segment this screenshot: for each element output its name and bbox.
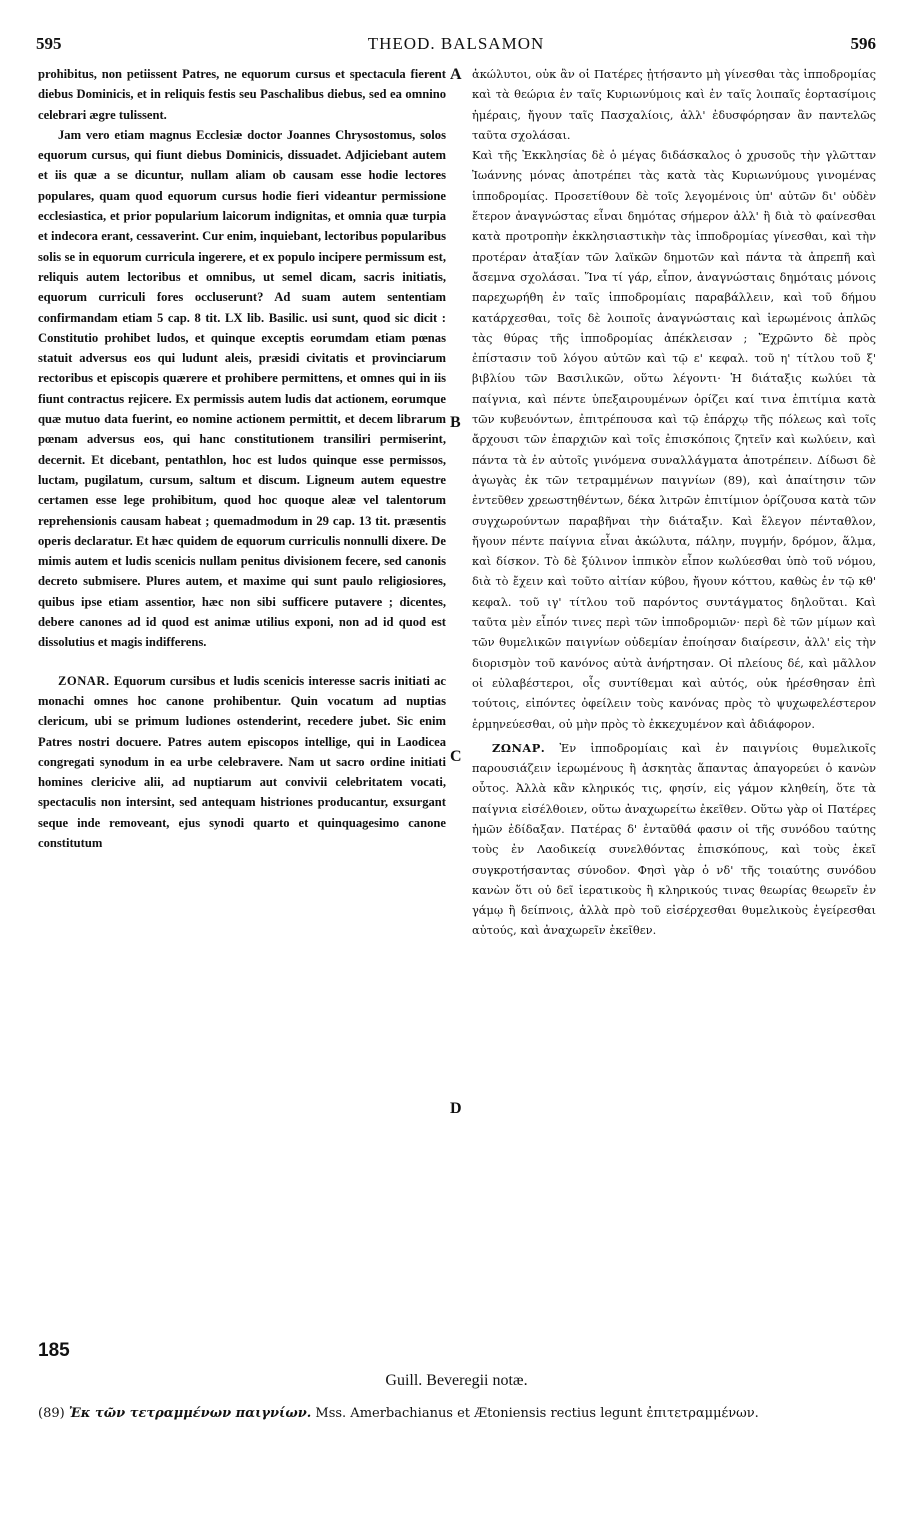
zonaras-text-greek: Ἐν ἱπποδρομίαις καὶ ἐν παιγνίοις θυμελικοῖς παρουσιάζειν ἱερωμένους ἢ ἀσκητὰς ἅπαντας ἀπαγορεύει ὁ κανὼν οὗτος. Ἀλλὰ κἂν κληρικός τις, φησίν, εἰς γάμον κληθείη, ὅτε τὰ παίγνια εἰσέλθοιεν, οὕτω ἀναχωρείτω ἐκεῖθεν. Οὕτω γὰρ οἱ Πατέρες ἡμῶν ἐδίδαξαν. Πατέρας δ' ἐνταῦθά φασιν οἱ τῆς συνόδου ταύτης τοὺς ἐν Λαοδικείᾳ συνελθόντας ἐπισκόπους, καὶ τοὺς ἐκεῖ συγκροτήσαντας σύνοδον. Φησὶ γὰρ ὁ νδ' τῆς τοιαύτης συνόδου κανὼν ὅτι οὐ δεῖ ἱερατικοὺς ἢ κληρικούς τινας θεωρίας θεωρεῖν ἐν γάμῳ ἢ δείπνοις, ἀλλὰ πρὸ τοῦ εἰσέρχεσθαι θυμελικοὺς ἐγείρεσθαι αὐτούς, καὶ ἀναχωρεῖν ἐκεῖθεν. <box>472 740 876 938</box>
marker-c: C <box>450 748 462 765</box>
margin-number: 185 <box>38 1340 70 1361</box>
latin-column <box>38 64 446 1354</box>
latin-paragraph-2: Jam vero etiam magnus Ecclesiæ doctor Joannes Chrysostomus, solos equorum cursus, qui fiunt diebus Dominicis, dissuadet. Adjiciebant autem et iis quæ a se dicuntur, nullam aliam ob causam esse hodie lectores populares, quam quod equorum cursus hodie fieri videantur permissione ecclesiastica, et prior popularium laicorum indignitas, et omnia quæ turpia et indecora erant, cessaverint. Cur enim, inquiebant, lectoribus popularibus solis se in equorum curricula ingerere, et ex populo incipere permissum est, reliquis autem lectoribus et omnibus, ut semel dicam, sacris initiatis, equorum curriculi fores occluserunt? Ad suam autem sententiam confirmandam etiam 5 cap. 8 tit. LX lib. Basilic. usi sunt, quod sic dicit : Constitutio prohibet ludos, et quinque exceptis eorumdam etiam pœnas statuit adversus eos qui ludunt aleis, præsidi civitatis et provinciarum rectoribus et episcopis quærere et prohibere permittens, et omnes qui in iis fiunt contractus rejicere. Ex permissis autem ludis dat actionem, eorumque quæ mutuo data fuerint, eo nomine actionem permittit, et decem librarum pœnam adversus eos, qui hanc constitutionem transiliri permiserint, decernit. Et dicebant, pentathlon, hoc est ludos quinque esse permissos, luctam, pugilatum, cursum, saltum et discum. Ligneum autem equestre certamen esse lege prohibitum, quod hoc quoque aleæ vel talentorum reprehensionis causam habeat ; quemadmodum in 29 cap. 13 tit. præsentis operis declaratur. Et hæc quidem de equorum curriculis nonnulli dixere. De mimis autem et ludis scenicis nullam penitus divisionem fecere, sed canonis decreto submisere. Plures autem, et maxime qui sunt paulo religiosiores, quibus ipse etiam assentior, hæc non sibi sufficere putavere ; dicentes, debere canones ad id quod est animæ utilius exponi, non ad id quod est dissolutius et magis indifferens. <box>38 127 446 650</box>
greek-paragraph-1: ἀκώλυτοι, οὐκ ἂν οἱ Πατέρες ᾐτήσαντο μὴ γίνεσθαι τὰς ἱπποδρομίας καὶ τὰ θεώρια ἐν ταῖς Κυριωνύμοις καὶ ἐν ταῖς λοιπαῖς ἑορτασίμοις ἡμέραις, ἤγουν ταῖς Πασχαλίοις, ἀλλ' ἐδυσφόρησαν ἂν παντελῶς ταῦτα σχολάσαι. <box>472 67 876 142</box>
greek-paragraph-zonaras <box>472 738 876 941</box>
page-header <box>36 34 876 58</box>
marker-a: A <box>450 66 462 83</box>
running-title: THEOD. BALSAMON <box>367 34 545 53</box>
greek-paragraph-2: Καὶ τῆς Ἐκκλησίας δὲ ὁ μέγας διδάσκαλος ὁ χρυσοῦς τὴν γλῶτταν Ἰωάννης μόνας ἀποτρέπει τὰς κατὰ τὰς Κυριωνύμους γινομένας ἱπποδρομίας. Προσετίθουν δὲ τοῖς λεγομένοις ὑπ' αὐτῶν δι' οὐδὲν ἕτερον ἀναγνώστας εἶναι δημότας σήμερον ἀλλ' ἢ διὰ τὸ φαίνεσθαι κατὰ προτροπὴν ἐκκλησιαστικὴν τὰς ἱπποδρομίας γίνεσθαι, καὶ τὴν προτέραν ἀταξίαν τῶν λαϊκῶν δημοτῶν καὶ πάντα τὰ ἀπρεπῆ καὶ ἄσεμνα σχολάσαι. Ἵνα τί γάρ, εἶπον, ἀναγνώσταις δημόταις μόνοις παρεχωρήθη ἐν ταῖς ἱπποδρομίαις παραβάλλειν, καὶ τοῦ δήμου κατάρχεσθαι, τοῖς δὲ λοιποῖς ἀναγνώσταις καὶ ἱερωμένοις ἁπλῶς τὰς θύρας τῆς ἱπποδρομίας ἀπέκλεισαν ; Ἔχρῶντο δὲ πρὸς ἐπίστασιν τοῦ λόγου αὐτῶν καὶ τῷ ε' κεφαλ. τοῦ η' τίτλου τοῦ ξ' βιβλίου τῶν Βασιλικῶν, οὕτω λέγοντι· Ἡ διάταξις κωλύει τὰ παίγνια, καὶ πέντε ὑπεξαιρουμένων ὁρίζει καί τινα ἐπιτίμια κατὰ τῶν κυβευόντων, ἐπιτρέπουσα καὶ τῷ ἐπάρχῳ τῆς πόλεως καὶ τοῖς ἄρχουσι τῶν ἐπαρχιῶν καὶ τοῖς ἐπισκόποις ζητεῖν καὶ κωλύειν, καὶ πάντα τὰ ἐν αὐτοῖς γινόμενα συναλλάγματα ἀποτρέπειν. Δίδωσι δὲ ἀγωγὰς ἐκ τῶν τετραμμένων παιγνίων (89), καὶ ἀπαίτησιν τῶν ἐντεῦθεν χρεωστηθέντων, δέκα λιτρῶν ἐπιτίμιον ὁρίζουσα κατὰ τῶν συγχωρούντων παραβῆναι τὴν διάταξιν. Καὶ ἔλεγον πένταθλον, ἤγουν πέντε παίγνια εἶναι ἀκώλυτα, πάλην, πυγμήν, δρόμον, ἅλμα, καὶ δίσκον. Τὸ δὲ ξύλινον ἱππικὸν εἶπον κωλύεσθαι ὑπὸ τοῦ νόμου, διὰ τὸ ἔχειν καὶ τοῦτο αἰτίαν κύβου, ἤγουν κόττου, καθὼς ἐν τῷ κθ' κεφαλ. τοῦ ιγ' τίτλου τοῦ παρόντος συντάγματος δηλοῦται. Καὶ ταῦτα μὲν εἶπόν τινες περὶ τῶν ἱπποδρομιῶν· περὶ δὲ τῶν μίμων καὶ τῶν θυμελικῶν παιγνίων οὐδεμίαν ἐποίησαν διαίρεσιν, ἀλλ' εἰς τὴν διορισμὸν τοῦ κανόνος αὐτὰ ἀνήρτησαν. Οἱ πλείους δέ, καὶ μᾶλλον οἱ εὐλαβέστεροι, οἷς συντίθεμαι καὶ αὐτός, οὐκ ἠρέσθησαν ἐπὶ τούτοις, εἰπόντες ὀφείλειν τοὺς κανόνας πρὸς τὸ ψυχωφελέστερον ἑρμηνεύεσθαι, οὐ μὴν πρὸς τὸ ἐκκεχυμένον καὶ ἀδιάφορον. <box>472 148 876 731</box>
greek-column <box>472 64 876 1364</box>
zonaras-text-latin: Equorum cursibus et ludis scenicis interesse sacris initiati ac monachi omnes hoc canone prohibentur. Quin vocatum ad nuptias clericum, ubi se primum ludiones ostenderint, recedere jubet. Sic enim Patres nostri docuere. Patres autem episcopos intellige, qui in Laodicea congregati synodum in ea urbe celebravere. Nam ut sacro ordine initiati homines clericive alii, ad nuptiarum aut convivii celebritatem vocati, spectaculis non intersint, sed antequam histriones producantur, exsurgant seque inde removeant, ejus synodi quarto et quinquagesimo canone constitutum <box>38 673 446 850</box>
footnote-89 <box>38 1404 876 1423</box>
latin-paragraph-zonaras <box>38 671 446 854</box>
footnote-lemma: Ἐκ τῶν τετραμμένων παιγνίων. <box>68 1406 312 1421</box>
footnote-text: Mss. Amerbachianus et Ætoniensis rectius legunt ἐπιτετραμμένων. <box>315 1406 759 1421</box>
zonaras-label-greek: ΖΩΝΑΡ. <box>492 740 546 755</box>
notes-heading: Guill. Beveregii notæ. <box>385 1372 528 1389</box>
marker-d: D <box>450 1100 462 1117</box>
left-page-number: 595 <box>36 34 62 53</box>
latin-paragraph-1: prohibitus, non petiissent Patres, ne equorum cursus et spectacula fierent diebus Dominicis, et in reliquis festis seu Paschalibus diebus, sed ea omnino celebrari ægre tulissent. <box>38 67 446 122</box>
zonaras-label-latin: ZONAR. <box>58 673 110 688</box>
footnote-number: (89) <box>38 1406 65 1421</box>
right-page-number: 596 <box>850 34 876 53</box>
marker-b: B <box>450 414 461 431</box>
